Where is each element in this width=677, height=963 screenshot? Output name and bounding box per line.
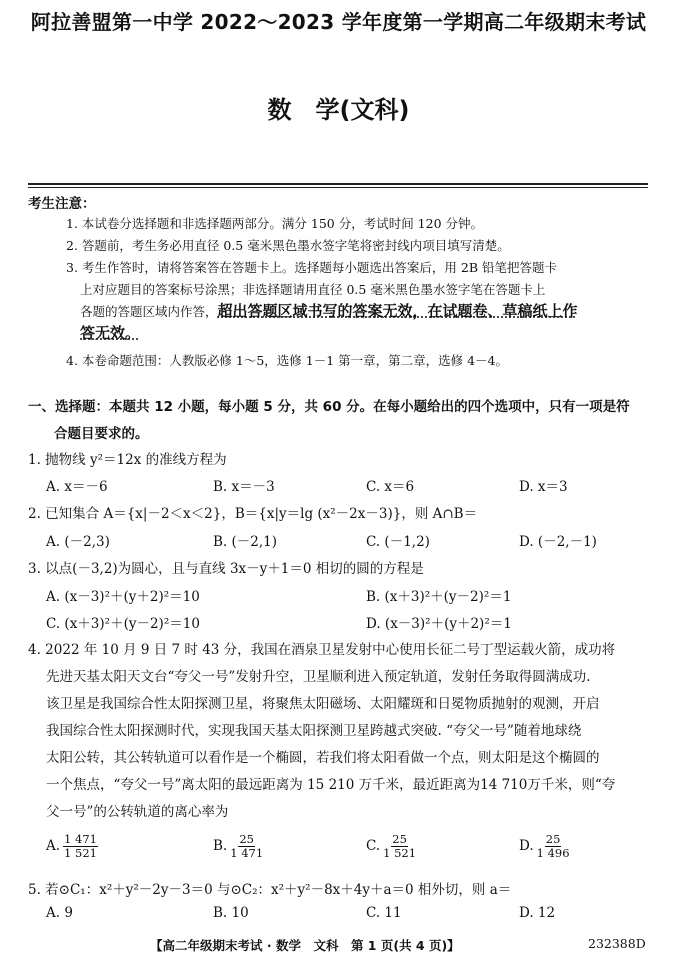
- question-4-line: 该卫星是我国综合性太阳探测卫星，将聚焦太阳磁场、太阳耀斑和日冕物质抛射的观测，开启: [46, 696, 600, 712]
- option: C. (x＋3)²＋(y－2)²＝10: [46, 616, 200, 632]
- option: C. x＝6: [366, 479, 415, 495]
- option-label: B.: [213, 838, 228, 854]
- fraction-numerator: 25: [545, 832, 561, 846]
- fraction-denominator: 1 471: [230, 846, 264, 860]
- option: [366, 833, 416, 860]
- question-4-line: 我国综合性太阳探测时代，实现我国天基太阳探测卫星跨越式突破. “夸父一号”随着地球绕: [46, 723, 582, 739]
- option: A. x＝－6: [46, 479, 108, 495]
- fraction: [63, 833, 98, 860]
- exam-title: 阿拉善盟第一中学 2022～2023 学年度第一学期高二年级期末考试: [30, 10, 647, 34]
- option: D. 12: [519, 905, 556, 921]
- notice-item: 上对应题目的答案标号涂黑；非选择题请用直径 0.5 毫米黑色墨水签字笔在答题卡上: [80, 282, 546, 297]
- question-4-line: 父一号”的公转轨道的离心率为: [46, 804, 229, 820]
- notice-emphasis: 超出答题区域书写的答案无效，在试题卷、草稿纸上作: [217, 302, 578, 320]
- fraction-denominator: 1 521: [383, 846, 417, 860]
- option-label: A.: [46, 838, 61, 854]
- notice-item: 1. 本试卷分选择题和非选择题两部分。满分 150 分，考试时间 120 分钟。: [66, 216, 484, 231]
- page-footer: 【高二年级期末考试 · 数学 文科 第 1 页(共 4 页)】: [150, 938, 460, 953]
- option: D. (－2,－1): [519, 534, 597, 550]
- option-label: D.: [519, 838, 534, 854]
- question-5-stem: 5. 若⊙C₁：x²＋y²－2y－3＝0 与⊙C₂：x²＋y²－8x＋4y＋a＝0 相外切，则 a＝: [28, 882, 512, 898]
- option: A. 9: [46, 905, 73, 921]
- question-1-stem: 1. 抛物线 y²＝12x 的准线方程为: [28, 452, 227, 468]
- option: C. 11: [366, 905, 402, 921]
- notice-text: 各题的答题区域内作答，: [80, 304, 218, 319]
- fraction-numerator: 1 471: [64, 832, 97, 846]
- divider-line: [28, 183, 648, 185]
- notice-heading: 考生注意：: [28, 196, 96, 212]
- paper-code: 232388D: [588, 936, 646, 951]
- option: B. (－2,1): [213, 534, 278, 550]
- question-4-line: 一个焦点，“夸父一号”离太阳的最远距离为 15 210 万千米，最近距离为14 710万千米，则“夸: [46, 777, 616, 793]
- section-heading: 合题目要求的。: [54, 426, 149, 442]
- fraction: [537, 833, 570, 860]
- question-3-stem: 3. 以点(－3,2)为圆心，且与直线 3x－y＋1＝0 相切的圆的方程是: [28, 561, 424, 577]
- option-label: C.: [366, 838, 381, 854]
- fraction: [230, 833, 263, 860]
- option: A. (－2,3): [46, 534, 110, 550]
- option: [46, 833, 98, 860]
- question-4-line: 太阳公转，其公转轨道可以看作是一个椭圆，若我们将太阳看做一个点，则太阳是这个椭圆的: [46, 750, 600, 766]
- notice-item: [80, 300, 578, 321]
- question-2-stem: 2. 已知集合 A＝{x|－2＜x＜2}，B＝{x|y＝lg (x²－2x－3)}，则 A∩B＝: [28, 506, 478, 522]
- fraction-numerator: 25: [392, 832, 407, 846]
- fraction: [383, 833, 416, 860]
- fraction-denominator: 1 496: [536, 846, 570, 860]
- notice-item: 4. 本卷命题范围：人教版必修 1～5，选修 1－1 第一章，第二章，选修 4－4。: [66, 353, 509, 368]
- option: B. (x＋3)²＋(y－2)²＝1: [366, 589, 512, 605]
- fraction-denominator: 1 521: [64, 846, 97, 860]
- notice-emphasis: 答无效。: [80, 324, 141, 342]
- notice-item: 2. 答题前，考生务必用直径 0.5 毫米黑色墨水签字笔将密封线内项目填写清楚。: [66, 238, 510, 253]
- option: [213, 833, 263, 860]
- notice-item: 3. 考生作答时，请将答案答在答题卡上。选择题每小题选出答案后，用 2B 铅笔把答题卡: [66, 260, 557, 275]
- question-4-line: 先进天基太阳天文台“夸父一号”发射升空，卫星顺利进入预定轨道，发射任务取得圆满成功.: [46, 669, 591, 685]
- section-heading: 一、选择题：本题共 12 小题，每小题 5 分，共 60 分。在每小题给出的四个选项中，只有一项是符: [28, 399, 630, 415]
- option: B. x＝－3: [213, 479, 275, 495]
- option: B. 10: [213, 905, 249, 921]
- option: [519, 833, 570, 860]
- fraction-numerator: 25: [239, 832, 254, 846]
- option: C. (－1,2): [366, 534, 430, 550]
- option: D. x＝3: [519, 479, 568, 495]
- option: A. (x－3)²＋(y＋2)²＝10: [46, 589, 200, 605]
- divider-line: [28, 187, 648, 188]
- option: D. (x－3)²＋(y＋2)²＝1: [366, 616, 512, 632]
- question-4-line: 4. 2022 年 10 月 9 日 7 时 43 分，我国在酒泉卫星发射中心使用长征二号丁型运载火箭，成功将: [28, 642, 616, 658]
- subject-title: 数 学(文科): [267, 96, 410, 124]
